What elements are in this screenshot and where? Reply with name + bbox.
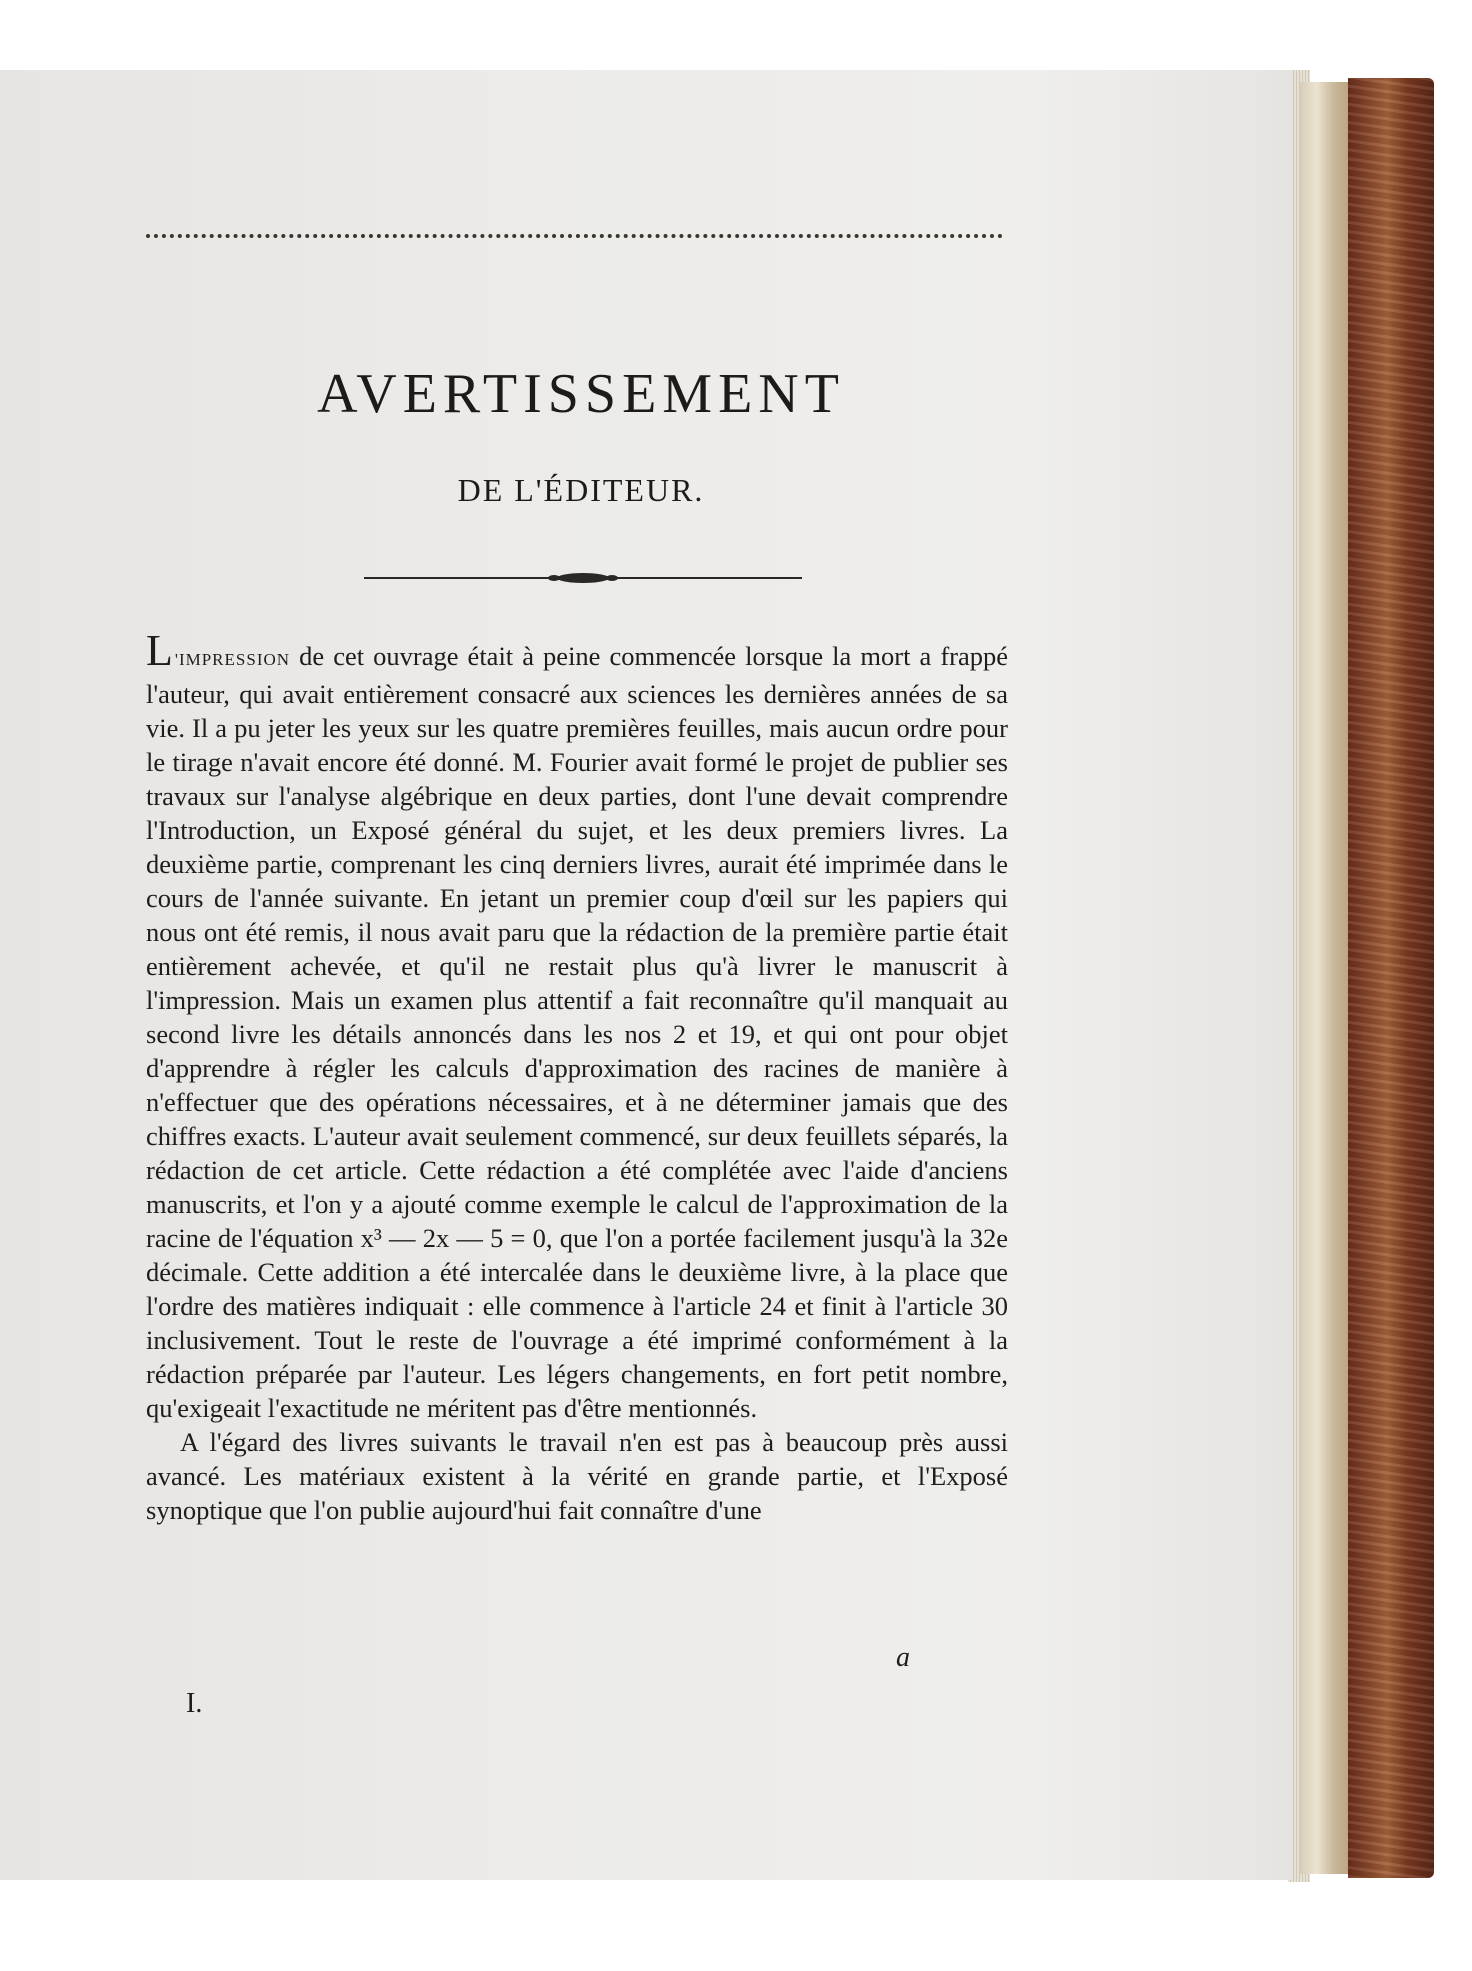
book-page <box>0 70 1292 1880</box>
paragraph-1-text: de cet ouvrage était à peine commencée lorsque la mort a frappé l'auteur, qui avait entièrement consacré aux sciences les dernières années de sa vie. Il a pu jeter les yeux sur les quatre premières feuilles, mais aucun ordre pour le tirage n'avait encore été donné. M. Fourier avait formé le projet de publier ses travaux sur l'analyse algébrique en deux parties, dont l'une devait comprendre l'Introduction, un Exposé général du sujet, et les deux premiers livres. La deuxième partie, comprenant les cinq derniers livres, aurait été imprimée dans le cours de l'année suivante. En jetant un premier coup d'œil sur les papiers qui nous ont été remis, il nous avait paru que la rédaction de la première partie était entièrement achevée, et qu'il ne restait plus qu'à livrer le manuscrit à l'impression. Mais un examen plus attentif a fait reconnaître qu'il manquait au second livre les détails annoncés dans les nos 2 et 19, et qui ont pour objet d'apprendre à régler les calculs d'approximation des racines de manière à n'effectuer que des opérations nécessaires, et à ne déterminer jamais que des chiffres exacts. L'auteur avait seulement commencé, sur deux feuillets séparés, la rédaction de cet article. Cette rédaction a été complétée avec l'aide d'anciens manuscrits, et l'on y a ajouté comme exemple le calcul de l'approximation de la racine de l'équation x³ — 2x — 5 = 0, que l'on a portée facilement jusqu'à la 32e décimale. Cette addition a été intercalée dans le deuxième livre, à la place que l'ordre des matières indiquait : elle commence à l'article 24 et finit à l'article 30 inclusivement. Tout le reste de l'ouvrage a été imprimé conformément à la rédaction préparée par l'auteur. Les légers changements, en fort petit nombre, qu'exigeait l'exactitude ne méritent pas d'être mentionnés. <box>146 641 1008 1423</box>
body-text <box>146 626 1008 1527</box>
signature-mark: a <box>896 1642 910 1673</box>
ornamental-rule <box>364 568 802 588</box>
page-title: AVERTISSEMENT <box>317 363 845 425</box>
drop-cap: L <box>146 626 173 675</box>
top-dotted-rule <box>146 234 1003 238</box>
page-subtitle: DE L'ÉDITEUR. <box>457 472 705 508</box>
paragraph-2: A l'égard des livres suivants le travail n'en est pas à beaucoup près aussi avancé. Les matériaux existent à la vérité en grande partie, et l'Exposé synoptique que l'on publie aujourd'hui fait connaître d'une <box>146 1427 1008 1525</box>
paragraph-1 <box>146 626 1008 1425</box>
volume-mark: I. <box>186 1688 203 1719</box>
lead-word: 'IMPRESSION <box>174 650 291 669</box>
book-binding <box>1348 78 1434 1878</box>
